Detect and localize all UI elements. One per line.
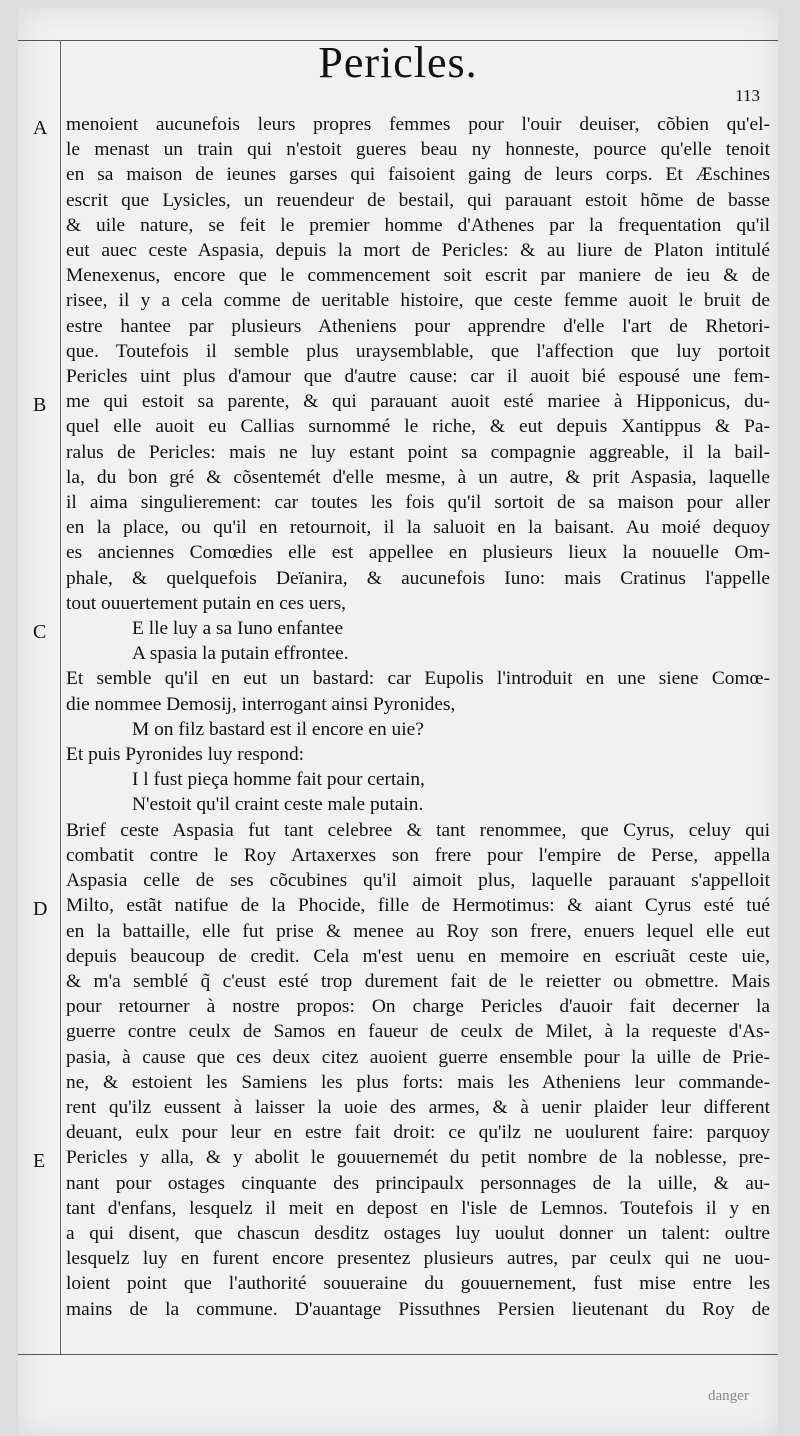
text-line: & uile nature, se feit le premier homme d'Athenes par la frequentation qu'il xyxy=(66,214,770,236)
text-line: lesquelz luy en furent encore presentez plusieurs autres, par ceulx qui ne uou- xyxy=(66,1248,770,1270)
text-line: estre hantee par plusieurs Atheniens pour apprendre d'elle l'art de Rhetori- xyxy=(66,315,770,337)
text-line: la, du bon gré & cõsentemét d'elle mesme, à un autre, & prit Aspasia, laquelle xyxy=(66,466,770,488)
text-line: rent qu'ilz eussent à laisser la uoie des armes, & à uenir plaider leur different xyxy=(66,1096,770,1118)
text-line: ne, & estoient les Samiens les plus forts: mais les Atheniens leur commande- xyxy=(66,1071,770,1093)
text-line: ralus de Pericles: mais ne luy estant point sa compagnie aggreable, il la bail- xyxy=(66,441,770,463)
book-page xyxy=(18,8,778,1436)
margin-letter: C xyxy=(33,621,47,643)
margin-letter: B xyxy=(33,394,47,417)
verse-line: N'estoit qu'il craint ceste male putain. xyxy=(132,794,424,816)
text-line: le menast un train qui n'estoit gueres beau ny honneste, pource qu'elle tenoit xyxy=(66,139,770,161)
bottom-rule xyxy=(18,1354,778,1355)
body-text xyxy=(66,112,770,1322)
text-line: tant d'enfans, lesquelz il meit en depost en l'isle de Lemnos. Toutefois il y en xyxy=(66,1197,770,1219)
text-line: eut auec ceste Aspasia, depuis la mort de Pericles: & au liure de Platon intitulé xyxy=(66,240,770,262)
margin-letter: E xyxy=(33,1150,46,1173)
folio-number: 113 xyxy=(735,86,760,105)
text-line: & m'a semblé q̃ c'eust esté trop durement fait de le reietter ou obmettre. Mais xyxy=(66,970,770,992)
text-line: es anciennes Comœdies elle est appellee en plusieurs lieux la nouuelle Om- xyxy=(66,542,770,564)
text-line: a qui disent, que chascun desditz ostages luy uoulut donner un talent: oultre xyxy=(66,1222,770,1244)
text-line: loient point que l'authorité souueraine du gouuernement, fust mise entre les xyxy=(66,1273,770,1295)
text-line: guerre contre ceulx de Samos en faueur de ceulx de Milet, à la requeste d'As- xyxy=(66,1021,770,1043)
text-line: deuant, eulx pour leur en estre fait droit: ce qu'ilz ne uoulurent faire: parquoy xyxy=(66,1122,770,1144)
margin-rule xyxy=(60,40,61,1354)
text-line: en la place, ou qu'il en retournoit, il la saluoit en la baisant. Au moié dequoy xyxy=(66,517,770,539)
text-line: pasia, à cause que ces deux citez auoient guerre ensemble pour la uille de Prie- xyxy=(66,1046,770,1068)
verse-line: M on filz bastard est il encore en uie? xyxy=(132,718,424,740)
text-line: Menexenus, encore que le commencement soit escrit par maniere de ieu & de xyxy=(66,265,770,287)
text-line: me qui estoit sa parente, & qui parauant auoit esté mariee à Hipponicus, du- xyxy=(66,391,770,413)
text-line: que. Toutefois il semble plus uraysemblable, que l'affection que luy portoit xyxy=(66,340,770,362)
margin-letter: A xyxy=(33,117,48,139)
text-line: en sa maison de ieunes garses qui faisoient gaing de leurs corps. Et Æschines xyxy=(66,164,770,186)
text-line: Pericles uint plus d'amour que d'autre cause: car il auoit bié espousé une fem- xyxy=(66,366,770,388)
margin-letter: D xyxy=(33,898,48,921)
text-line: Pericles y alla, & y abolit le gouuernemét du petit nombre de la noblesse, pre- xyxy=(66,1147,770,1169)
text-line: Et semble qu'il en eut un bastard: car Eupolis l'introduit en une siene Comœ- xyxy=(66,668,770,690)
text-line: Brief ceste Aspasia fut tant celebree & tant renommee, que Cyrus, celuy qui xyxy=(66,819,770,841)
text-line: nant pour ostages cinquante des principaulx personnages de la uille, & au- xyxy=(66,1172,770,1194)
text-line: risee, il y a cela comme de ueritable histoire, que ceste femme auoit le bruit de xyxy=(66,290,770,312)
text-line: Aspasia celle de ses cõcubines qu'il aimoit plus, laquelle parauant s'appelloit xyxy=(66,870,770,892)
text-line: quel elle auoit eu Callias surnommé le riche, & eut depuis Xantippus & Pa- xyxy=(66,416,770,438)
running-title: Pericles. xyxy=(318,38,478,87)
text-line: Et puis Pyronides luy respond: xyxy=(66,744,305,766)
text-line: il aima singulierement: car toutes les fois qu'il sortoit de sa maison pour aller xyxy=(66,492,770,514)
text-line: die nommee Demosij, interrogant ainsi Pyronides, xyxy=(66,693,456,715)
text-line: depuis beaucoup de credit. Cela m'est uenu en memoire en escriuãt ceste uie, xyxy=(66,945,770,967)
catchword: danger xyxy=(708,1388,749,1404)
verse-line: I l fust pieça homme fait pour certain, xyxy=(132,769,425,791)
verse-line: A spasia la putain effrontee. xyxy=(132,643,349,665)
text-line: pour retourner à nostre propos: On charge Pericles d'auoir fait decerner la xyxy=(66,996,770,1018)
text-line: combatit contre le Roy Artaxerxes son frere pour l'empire de Perse, appella xyxy=(66,844,770,866)
text-line: Milto, estãt natifue de la Phocide, fille de Hermotimus: & aiant Cyrus esté tué xyxy=(66,895,770,917)
verse-line: E lle luy a sa Iuno enfantee xyxy=(132,618,344,640)
text-line: menoient aucunefois leurs propres femmes pour l'ouir deuiser, cõbien qu'el- xyxy=(66,114,770,135)
text-line: tout ouuertement putain en ces uers, xyxy=(66,592,346,614)
text-line: en la battaille, elle fut prise & menee au Roy son frere, enuers lequel elle eut xyxy=(66,920,770,942)
text-line: phale, & quelquefois Deïanira, & aucunefois Iuno: mais Cratinus l'appelle xyxy=(66,567,770,589)
text-line: escrit que Lysicles, un reuendeur de bestail, qui parauant estoit hõme de basse xyxy=(66,189,770,211)
text-line: mains de la commune. D'auantage Pissuthnes Persien lieutenant du Roy de xyxy=(66,1298,770,1320)
